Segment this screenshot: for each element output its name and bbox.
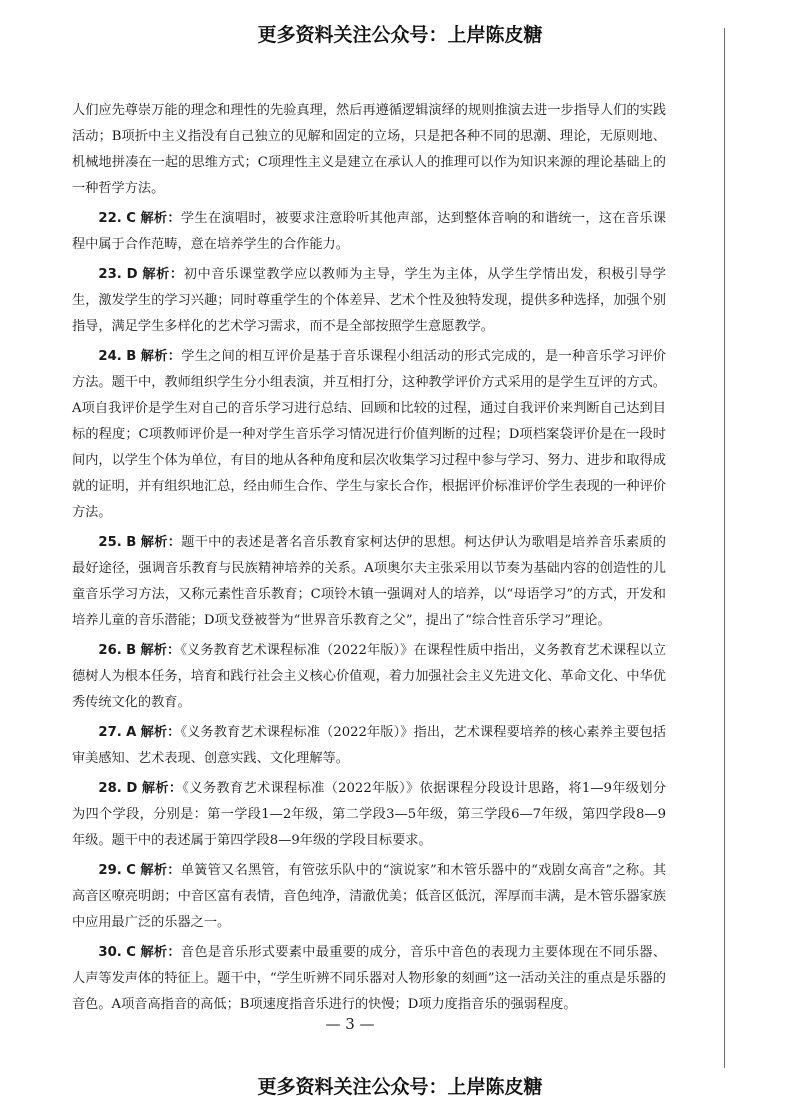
analysis-text: 《义务教育艺术课程标准（2022年版）》指出，艺术课程要培养的核心素养主要包括审美感知、艺术表现、创意实践、文化理解等。 [72,725,666,766]
analysis-text: 单簧管又名黑管，有管弦乐队中的“演说家”和木管乐器中的“戏剧女高音”之称。其高音区嘹亮明朗；中音区富有表情，音色纯净，清澈优美；低音区低沉，浑厚而丰满，是木管乐器家族中应用最广泛的乐器之一。 [72,863,667,930]
answer-item [72,344,666,526]
answer-letter: C [126,211,136,226]
answer-letter: D [126,781,138,796]
analysis-label: 解析： [140,349,182,364]
analysis-label: 解析： [141,781,183,796]
analysis-text: 音色是音乐形式要素中最重要的成分，音乐中音色的表现力主要体现在不同乐器、人声等发声体的特征上。题干中，“学生听辨不同乐器对人物形象的刻画”这一活动关注的重点是乐器的音色。A项音高指音的高低；B项速度指音乐进行的快慢；D项力度指音乐的强弱程度。 [72,945,667,1012]
analysis-text: 学生之间的相互评价是基于音乐课程小组活动的形式完成的，是一种音乐学习评价方法。题干中，教师组织学生分小组表演，并互相打分，这种教学评价方式采用的是学生互评的方式。A项自我评价是学生对自己的音乐学习进行总结、回顾和比较的过程，通过自我评价来判断自己达到目标的程度；C项教师评价是一种对学生音乐学习情况进行价值判断的过程；D项档案袋评价是在一段时间内，以学生个体为单位，有目的地从各种角度和层次收集学习过程中参与学习、努力、进步和取得成就的证明，并有组织地汇总，经由师生合作、学生与家长合作，根据评价标准评价学生表现的一种评价方法。 [72,349,666,520]
question-number: 28. [98,781,122,796]
page-number: — 3 — [325,1015,375,1033]
footer-banner: 更多资料关注公众号：上岸陈皮糖 [257,1076,543,1098]
question-number: 29. [98,863,122,878]
analysis-text: 初中音乐课堂教学应以教师为主导，学生为主体，从学生学情出发，积极引导学生，激发学生的学习兴趣；同时尊重学生的个体差异、艺术个性及独特发现，提供多种选择，加强个别指导，满足学生多样化的艺术学习需求，而不是全部按照学生意愿教学。 [72,267,666,334]
header-banner: 更多资料关注公众号：上岸陈皮糖 [257,24,543,46]
item-list [72,206,666,1018]
answer-item [72,720,666,772]
analysis-label: 解析： [140,725,181,740]
margin-rule [724,28,725,1068]
intro-paragraph: 人们应先尊崇万能的理念和理性的先验真理，然后再遵循逻辑演绎的规则推演去进一步指导人们的实践活动；B项折中主义指没有自己独立的见解和固定的立场，只是把各种不同的思潮、理论，无原则地、机械地拼凑在一起的思维方式；C项理性主义是建立在承认人的推理可以作为知识来源的理论基础上的一种哲学方法。 [72,103,666,196]
answer-item [72,530,666,634]
answer-item [72,206,666,258]
analysis-text: 题干中的表述是著名音乐教育家柯达伊的思想。柯达伊认为歌唱是培养音乐素质的最好途径，强调音乐教育与民族精神培养的关系。A项奥尔夫主张采用以节奏为基础内容的创造性的儿童音乐学习方法，又称元素性音乐教育；C项铃木镇一强调对人的培养，以“母语学习”的方式，开发和培养儿童的音乐潜能；D项戈登被誉为“世界音乐教育之父”，提出了“综合性音乐学习”理论。 [72,535,666,628]
analysis-label: 解析： [140,643,181,658]
answer-item [72,940,666,1018]
answer-letter: C [126,945,136,960]
answer-item [72,638,666,716]
analysis-text: 《义务教育艺术课程标准（2022年版）》依据课程分段设计思路，将1—9年级划分为四个学段，分别是：第一学段1—2年级，第二学段3—5年级，第三学段6—7年级，第四学段8—9年级。题干中的表述属于第四学段8—9年级的学段目标要求。 [72,781,667,848]
question-number: 27. [98,725,122,740]
analysis-text: 《义务教育艺术课程标准（2022年版）》在课程性质中指出，义务教育艺术课程以立德树人为根本任务，培育和践行社会主义核心价值观，着力加强社会主义先进文化、革命文化、中华优秀传统文化的教育。 [72,643,667,710]
question-number: 26. [98,643,122,658]
analysis-text: 学生在演唱时，被要求注意聆听其他声部，达到整体音响的和谐统一，这在音乐课程中属于合作范畴，意在培养学生的合作能力。 [72,211,667,252]
answer-item [72,262,666,340]
answer-letter: A [126,725,137,740]
analysis-label: 解析： [142,267,184,282]
answer-letter: B [126,643,137,658]
question-number: 24. [98,349,122,364]
analysis-label: 解析： [140,211,181,226]
answer-letter: C [126,863,136,878]
question-number: 30. [98,945,122,960]
answer-letter: D [126,267,138,282]
answer-item [72,776,666,854]
answer-explanations [72,98,666,1022]
answer-letter: B [126,349,137,364]
question-number: 25. [98,535,122,550]
question-number: 22. [98,211,122,226]
answer-item [72,858,666,936]
question-number: 23. [98,267,122,282]
analysis-label: 解析： [140,535,182,550]
analysis-label: 解析： [140,863,181,878]
analysis-label: 解析： [140,945,181,960]
answer-letter: B [126,535,137,550]
